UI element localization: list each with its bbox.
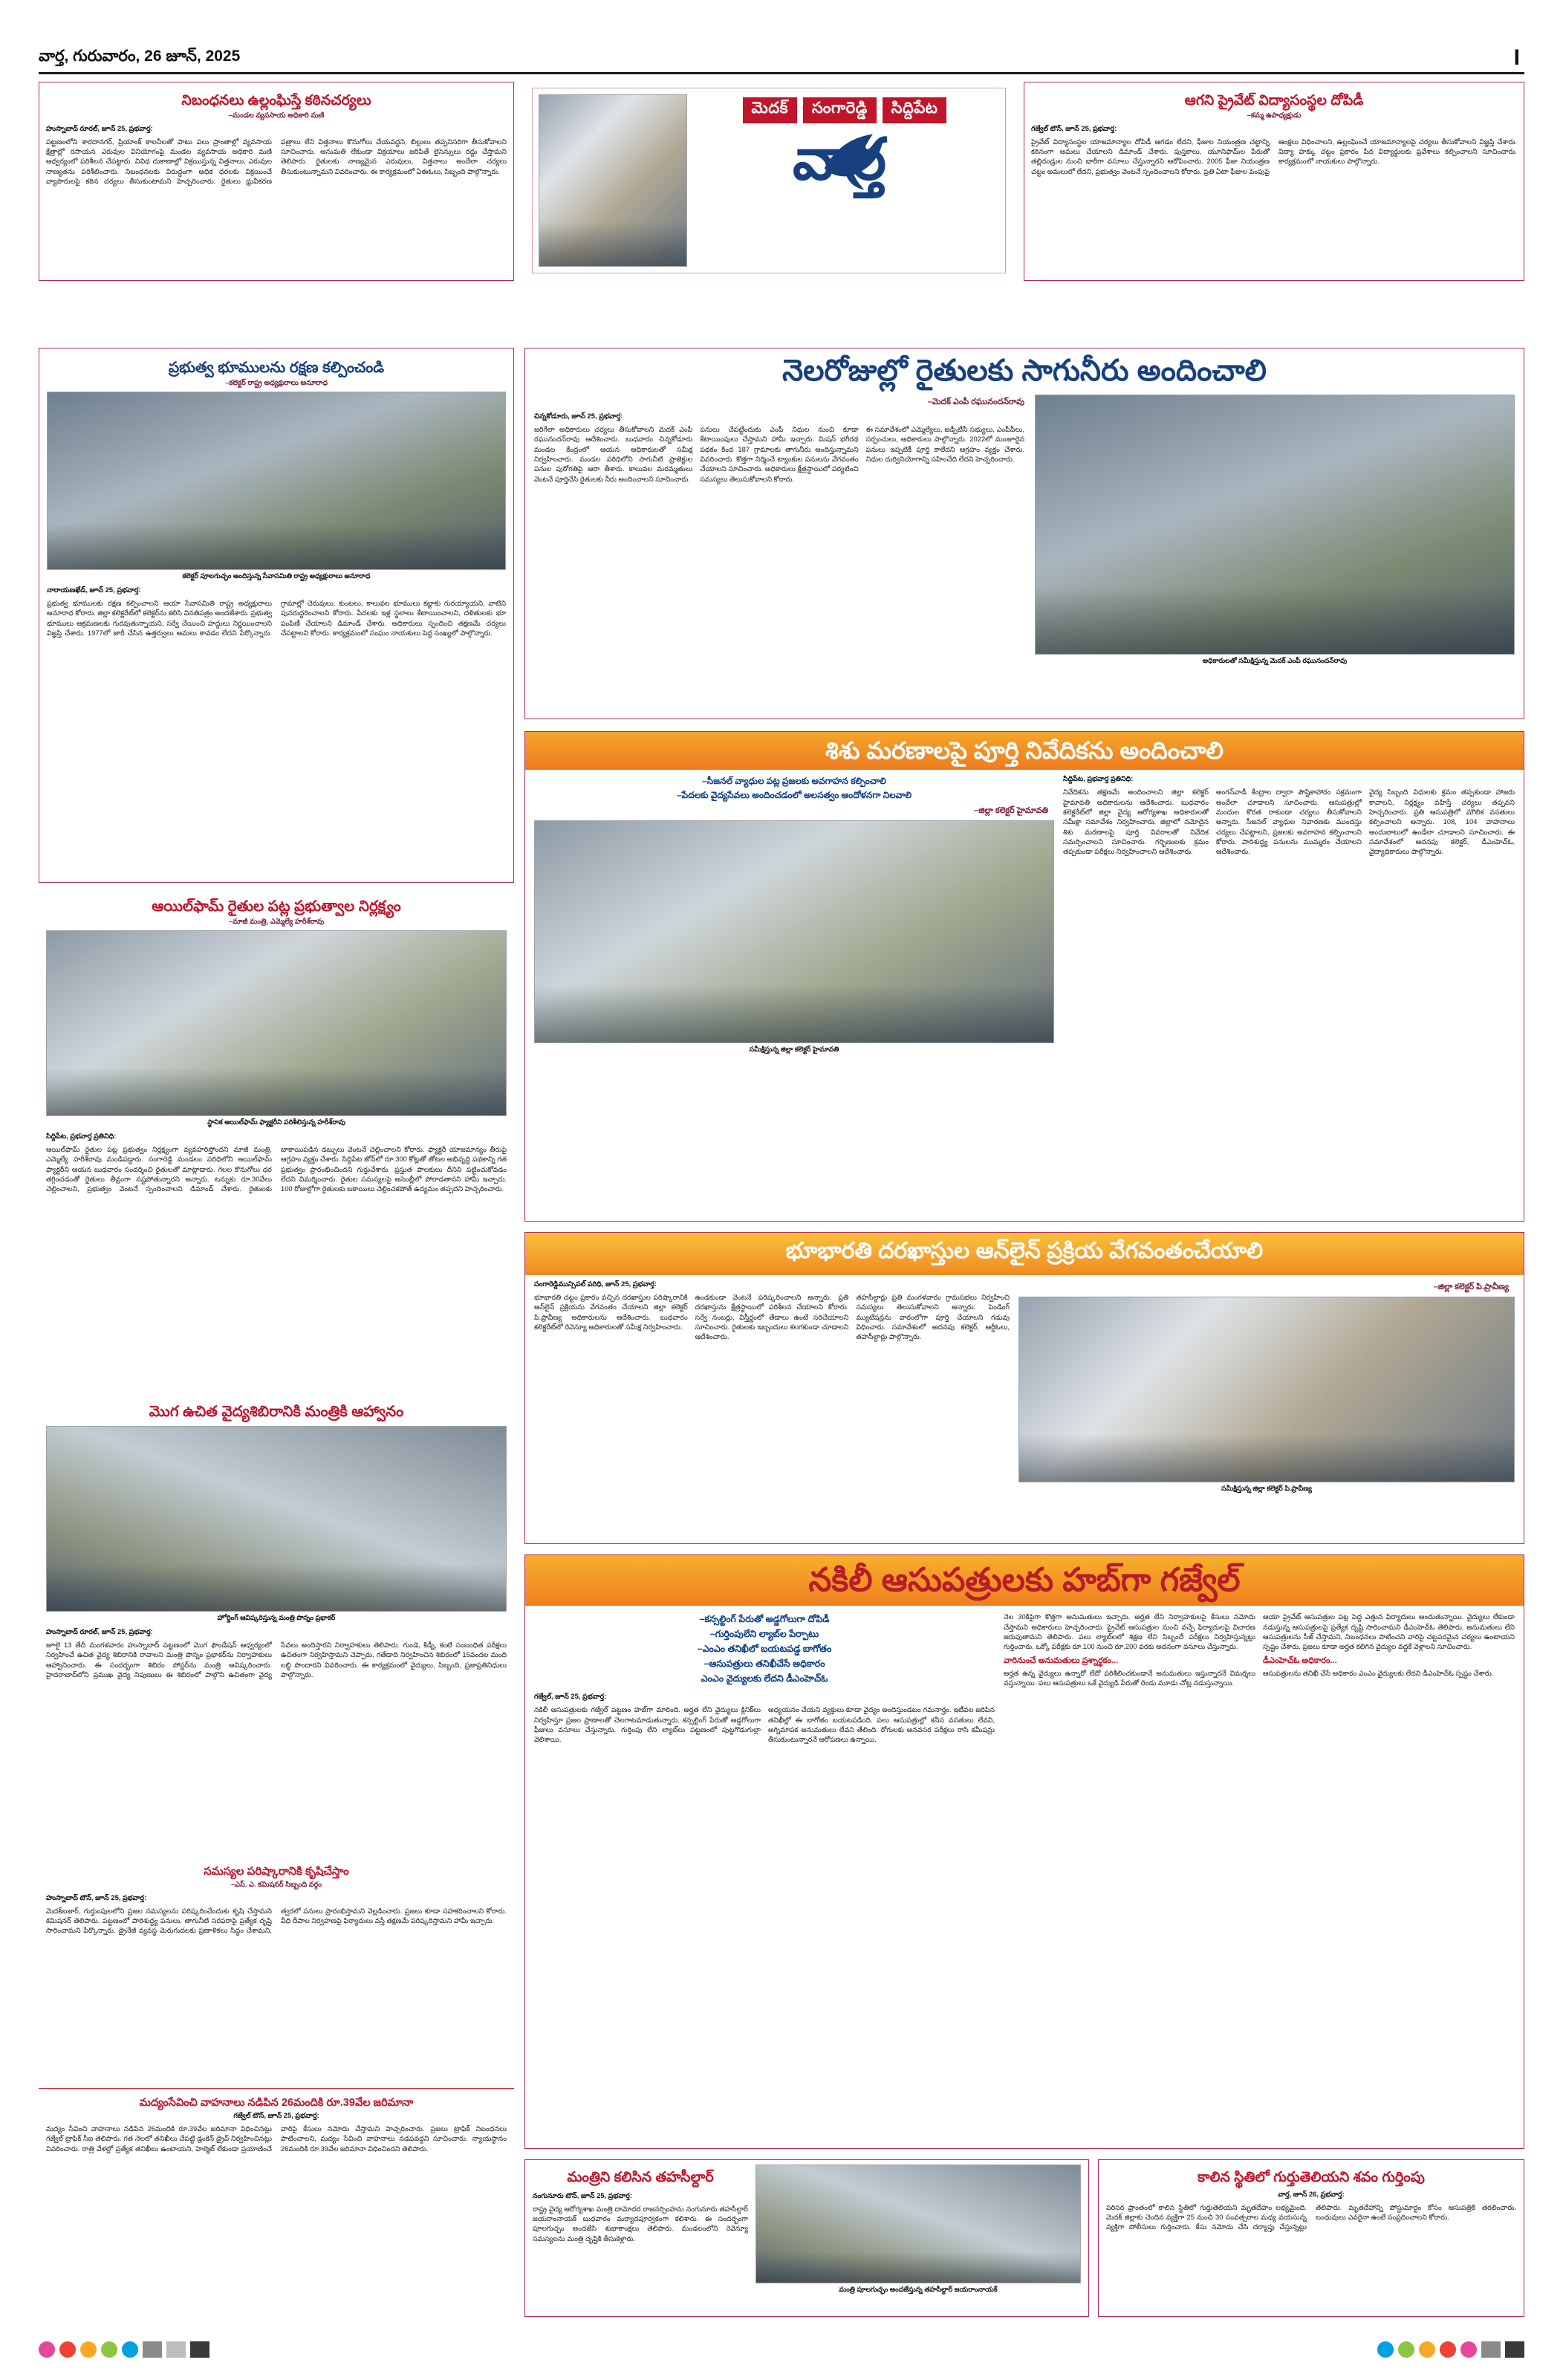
body-text: మద్యం సేవించి వాహనాలు నడిపిన 26మందికి రూ.39వేల జరిమానా విధించినట్లు గజ్వేల్ ట్రాఫిక్ సీఐ తెలిపారు. గత నెలలో తనిఖీలు చేపట్టి డ్రంకెన్ డ్రైవ్ నిర్వహించినట్లు వివరించారు. రాత్రి వేళల్లో ప్రత్యేక తనిఖీలు ఉంటాయని, హెల్మెట్ లేకుండా ప్రయాణించే వారిపై కేసులు నమోదు చేస్తామని హెచ్చరించారు. ప్రజలు ట్రాఫిక్ నిబంధనలు పాటించాలని, మద్యం సేవించి వాహనాలు నడపవద్దని సూచించారు. న్యాయస్థానం 26మందికి రూ.39వేల జరిమానా విధించిందని తెలిపారు. [46, 2124, 507, 2153]
photo-shade [539, 221, 686, 266]
photo-shade [47, 1068, 506, 1115]
dot-green [101, 2341, 117, 2358]
article-tahsildar-meets-minister [524, 2159, 1089, 2317]
bullet-3: –ఆసుపత్రులు తనిఖీచేసే అధికారం [703, 1658, 825, 1670]
body-text: ప్రభుత్వ భూములకు రక్షణ కల్పించాలని ఆయా సేవాసమితి రాష్ట్ర అధ్యక్షురాలు అనూరాధ కోరారు. జిల్లా కలెక్టరేట్‌లో కలెక్టర్‌ను కలిసి వినతిపత్రం అందజేశారు. ప్రభుత్వ భూములు ఆక్రమణలకు గురవుతున్నాయని, సర్వే చేయించి హద్దులు నిర్ణయించాలని విజ్ఞప్తి చేశారు. 1977లో జారీ చేసిన ఉత్తర్వులు అమలు కావడం లేదని పేర్కొన్నారు. గ్రామాల్లో చెరువులు, కుంటలు, కాలువల భూములు కబ్జాకు గురయ్యాయని, వాటిని పునరుద్ధరించాలని కోరారు. పేదలకు ఇళ్ల స్థలాలు కేటాయించాలని, దళితులకు భూ పంపిణీ చేయాలని డిమాండ్ చేశారు. అధికారులు స్పందించి తక్షణమే చర్యలు చేపట్టాలని కోరారు. కార్యక్రమంలో సంఘం నాయకులు పెద్ద సంఖ్యలో పాల్గొన్నారు. [47, 598, 506, 637]
article-unidentified-body [1098, 2159, 1524, 2317]
photo-caption: కలెక్టర్ పూలగుచ్ఛం అందిస్తున్న సేవాసమితి రాష్ట్ర అధ్యక్షురాలు అనూరాధ [182, 572, 371, 580]
body-col-1: నివేదికను తక్షణమే అందించాలని జిల్లా కలెక్టర్ హైమావతి అధికారులను ఆదేశించారు. బుధవారం కలెక్టరేట్‌లో జిల్లా వైద్య ఆరోగ్యశాఖ అధికారులతో సమీక్షా సమావేశం నిర్వహించారు. జిల్లాలో నమోదైన శిశు మరణాలపై పూర్తి వివరాలతో నివేదిక సమర్పించాలని సూచించారు. గర్భిణులకు క్రమం తప్పకుండా పరీక్షలు నిర్వహించాలని ఆదేశించారు. [1063, 788, 1209, 856]
headline: నిబంధనలు ఉల్లంఘిస్తే కఠినచర్యలు [181, 93, 371, 108]
dateline: సిద్దిపేట, ప్రభవార్త ప్రతినిధి: [46, 1131, 117, 1140]
dateline: హుస్నాబాద్ రూరల్, జూన్ 25, ప్రభవార్త: [46, 1627, 153, 1635]
square-lightgray [166, 2341, 186, 2358]
body-col-2: అంగన్‌వాడీ కేంద్రాల ద్వారా పౌష్టికాహారం సక్రమంగా అందేలా చూడాలని సూచించారు. ఆసుపత్రుల్లో మందుల కొరత రాకుండా చర్యలు తీసుకోవాలని అన్నారు. సీజనల్ వ్యాధుల నివారణకు ముందస్తు చర్యలు చేపట్టాలని, ప్రజలకు అవగాహన కల్పించాలని కోరారు. పారిశుద్ధ్య పనులను ముమ్మరం చేయాలని ఆదేశించారు. [1216, 788, 1362, 856]
credit: –మెదక్ ఎంపీ రఘునందన్‌రావు [927, 398, 1024, 406]
article-rules-violation [39, 82, 514, 281]
dot-cyan [1377, 2341, 1394, 2358]
dateline: సంగారెడ్డిమున్సిపల్ పరిధి, జూన్ 25, ప్రభవార్త: [534, 1280, 657, 1288]
dateline: హుస్నాబాద్ రూరల్, జూన్ 25, ప్రభవార్త: [46, 123, 153, 132]
square-gray [1481, 2341, 1501, 2358]
district-1: సంగారెడ్డి [803, 97, 877, 123]
body-col-3: నెల 30కిపైగా కొత్తగా అనుమతులు ఇచ్చారు. అర్హత లేని నిర్వాహకులపై కేసులు నమోదు చేస్తామని అధికారులు హెచ్చరించారు. ప్రైవేట్ ఆసుపత్రుల నుంచి వచ్చే ఫిర్యాదులపై విచారణ జరుపుతామని తెలిపారు. పలు ల్యాబ్‌లలో శిక్షణ లేని సిబ్బందే పరీక్షలు నిర్వహిస్తున్నట్లు గుర్తించారు. ఒక్కో పరీక్షకు రూ.100 నుంచి రూ.200 వరకు అదనంగా వసూలు చేస్తున్నారు. [1004, 1612, 1255, 1651]
subhead: –కమ్మ ఉపాధ్యక్షుడు [1247, 111, 1302, 120]
headline: నెలరోజుల్లో రైతులకు సాగునీరు అందించాలి [782, 354, 1267, 387]
sub-body-2: ఆసుపత్రులను తనిఖీ చేసే అధికారం ఎంఎం వైద్యులకు లేదని డీఎంహెచ్‌ఓ స్పష్టం చేశారు. [1263, 1668, 1494, 1677]
dateline: నంగునూరు టౌన్, జూన్ 25, ప్రభవార్త: [533, 2191, 632, 2199]
masthead-photo [539, 94, 687, 267]
article-land-protection [39, 348, 514, 883]
body-col-2: పనులు చేపట్టేందుకు ఎంపీ నిధుల నుంచి కూడా కేటాయింపులు చేస్తామని హామీ ఇచ్చారు. మిషన్ భగీరథ పథకం కింద 187 గ్రామాలకు తాగునీరు అందిస్తున్నామని వివరించారు. కొత్తగా నిర్మించే ట్యాంకుల పనులను వేగవంతం చేయాలని సూచించారు. అధికారులు క్షేత్రస్థాయిలో పర్యటించి సమస్యలు తెలుసుకోవాలని కోరారు. [700, 425, 859, 483]
article-fake-hospitals [524, 1554, 1524, 2149]
article-bhubharathi [524, 1232, 1524, 1544]
article-photo [47, 392, 506, 570]
sub-heading-2: డీఎంహెచ్‌ఓ అధికారం... [1263, 1656, 1337, 1665]
bullet-0: –కన్సల్టింగ్ పేరుతో అడ్డగోలుగా దోపిడీ [699, 1614, 830, 1625]
dot-cyan [122, 2341, 138, 2358]
dot-red [59, 2341, 76, 2358]
article-photo [46, 930, 507, 1116]
credit: –జిల్లా కలెక్టర్ పి.ప్రావీణ్య [1433, 1283, 1509, 1291]
article-photo [755, 2165, 1081, 2283]
dot-magenta [39, 2341, 55, 2358]
body-col-2: ఉండకుండా వెంటనే పరిష్కరించాలని అన్నారు. ప్రతి దరఖాస్తును క్షేత్రస్థాయిలో పరిశీలన చేయాలని కోరారు. సర్వే నంబర్లు, విస్తీర్ణంలో తేడాలు ఉంటే సరిచేయాలని సూచించారు. రైతులకు ఇబ్బందులు కలగకుండా చూడాలని ఆదేశించారు. [695, 1293, 849, 1341]
square-gray [143, 2341, 162, 2358]
body-text: జూలై 13 తేదీ మంగళవారం హుస్నాబాద్ పట్టణంలో మొగ ఫౌండేషన్ ఆధ్వర్యంలో నిర్వహించే ఉచిత వైద్య శిబిరానికి రావాలని మంత్రి పొన్నం ప్రభాకర్‌ను నిర్వాహకులు ఆహ్వానించారు. ఈ సందర్భంగా శిబిరం పోస్టర్‌ను మంత్రి ఆవిష్కరించారు. హైదరాబాద్‌లోని ప్రముఖ వైద్య నిపుణులు ఈ శిబిరంలో పాల్గొని ఉచితంగా వైద్య సేవలు అందిస్తారని నిర్వాహకులు తెలిపారు. గుండె, కిడ్నీ, కంటి సంబంధిత పరీక్షలు ఉచితంగా నిర్వహిస్తామని చెప్పారు. గతేడాది నిర్వహించిన శిబిరంలో 15వందల మంది లబ్ధి పొందారని వివరించారు. ఈ కార్యక్రమంలో వైద్యులు, సిబ్బంది, ప్రజాప్రతినిధులు పాల్గొన్నారు. [46, 1640, 507, 1679]
photo-caption: సమీక్షిస్తున్న జిల్లా కలెక్టర్ పి.ప్రావీణ్య [1221, 1485, 1312, 1492]
photo-caption: స్థానిక ఆయిల్‌ఫామ్ ఫ్యాక్టరీని పరిశీలిస్తున్న హరీశ్‌రావు [207, 1118, 345, 1126]
dateline: గజ్వేల్ టౌన్, జూన్ 25, ప్రభవార్త: [233, 2111, 319, 2120]
bullet-list [534, 1612, 995, 1686]
article-drunk-driving-fines [39, 2088, 514, 2296]
headline: మంత్రిని కలిసిన తహసీల్దార్ [567, 2170, 714, 2185]
district-list [689, 94, 1001, 126]
body-text: ఆయిల్‌ఫామ్ రైతుల పట్ల ప్రభుత్వం నిర్లక్ష్యంగా వ్యవహరిస్తోందని మాజీ మంత్రి, ఎమ్మెల్యే హరీశ్‌రావు మండిపడ్డారు. సంగారెడ్డి మండలం పరిధిలోని ఆయిల్‌ఫామ్ ఫ్యాక్టరీని ఆయన బుధవారం సందర్శించి రైతులతో మాట్లాడారు. గెలల కొనుగోలు ధర తగ్గించడంతో రైతులు తీవ్రంగా నష్టపోతున్నారని అన్నారు. టన్నుకు రూ.30వేలు చెల్లించాలని, ప్రభుత్వం వెంటనే స్పందించాలని డిమాండ్ చేశారు. రైతులకు బాకాయిపడిన డబ్బులు వెంటనే చెల్లించాలని కోరారు. ఫ్యాక్టరీ యాజమాన్యం తీరుపై ఆగ్రహం వ్యక్తం చేశారు. సిద్దిపేట జోన్‌లో రూ.300 కోట్లతో తోటల అభివృద్ధి పథకాన్ని గత ప్రభుత్వం ప్రారంభించిందని గుర్తుచేశారు. ప్రస్తుత పాలకులు దీనిని పట్టించుకోవడం లేదని విమర్శించారు. రైతుల సమస్యలపై అసెంబ్లీలో పోరాడతానని హామీ ఇచ్చారు. 100 రోజుల్లోగా రైతులకు బకాయిలు చెల్లించకపోతే ఉద్యమం తప్పదని హెచ్చరించారు. [46, 1144, 507, 1193]
dot-magenta [1460, 2341, 1477, 2358]
footer-dots-left [39, 2341, 209, 2358]
sub-body: అర్హత ఉన్న వైద్యులు ఉన్నారో లేదో పరిశీలించకుండానే అనుమతులు ఇస్తున్నారనే విమర్శలు వస్తున్నాయి. పలు ఆసుపత్రులు ఒకే వైద్యుడి పేరుతో రెండు మూడు చోట్ల నడుస్తున్నాయి. [1004, 1668, 1255, 1687]
dateline: వార్త, జూన్ 26, ప్రభవార్త: [1278, 2189, 1345, 2198]
headline: నకిలీ ఆసుపత్రులకు హబ్‌గా గజ్వేల్ [808, 1562, 1241, 1598]
dot-yellow [1419, 2341, 1435, 2358]
article-photo [1035, 395, 1515, 655]
photo-caption: సమీక్షిస్తున్న జిల్లా కలెక్టర్ హైమావతి [749, 1045, 839, 1053]
body-text: ప్రైవేట్ విద్యాసంస్థల యాజమాన్యాల దోపిడీ ఆగడం లేదని, ఫీజుల నియంత్రణ చట్టాన్ని కఠినంగా అమలు చేయాలని డిమాండ్ చేశారు. పుస్తకాలు, యూనిఫామ్‌ల పేరుతో తల్లిదండ్రుల నుంచి భారీగా వసూలు చేస్తున్నారని ఆరోపించారు. 2005 ఫీజు నియంత్రణ చట్టం అమలులో లేదని, ప్రభుత్వం వెంటనే స్పందించాలని కోరారు. ప్రతి ఏటా ఫీజుల పెంపుపై ఆంక్షలు విధించాలని, ఉల్లంఘించే యాజమాన్యాలపై చర్యలు తీసుకోవాలని విజ్ఞప్తి చేశారు. విద్యా హక్కు చట్టం ప్రకారం పేద విద్యార్థులకు ప్రవేశాలు కల్పించాలని సూచించారు. కార్యక్రమంలో నాయకులు పాల్గొన్నారు. [1031, 137, 1517, 175]
district-0: మెదక్ [743, 97, 798, 123]
headline: మద్యంసేవించి వాహనాలు నడిపిన 26మందికి రూ.39వేల జరిమానా [139, 2097, 414, 2109]
subhead: –ఎస్. ఎ. కమిషనర్ సిబ్బంది వర్గం [230, 1880, 322, 1889]
district-2: సిద్దిపేట [883, 97, 947, 123]
bullet-4: ఎంఎం వైద్యులకు లేదని డీఎంహెచ్‌ఓ [701, 1673, 828, 1685]
body-text: రాష్ట్ర వైద్య ఆరోగ్యశాఖ మంత్రి దామోదర రాజనర్సింహను నంగునూరు తహసీల్దార్ జయరాంనాయక్ బుధవారం మర్యాదపూర్వకంగా కలిశారు. ఈ సందర్భంగా పూలగుచ్ఛం అందజేసి శుభాకాంక్షలు తెలిపారు. మండలంలోని రెవెన్యూ సమస్యలను మంత్రి దృష్టికి తీసుకెళ్లారు. [533, 2204, 748, 2243]
photo-shade [535, 985, 1053, 1042]
subhead: –మాజీ మంత్రి, ఎమ్మెల్యే హరీశ్‌రావు [228, 918, 325, 926]
headline: శిశు మరణాలపై పూర్తి నివేదికను అందించాలి [525, 732, 1524, 770]
article-solve-problems [39, 1858, 514, 2081]
bullet-1: –గుర్తింపులేని ల్యాబ్‌ల పేర్పాటు [709, 1629, 819, 1640]
sub-heading: వారినుంచే అనుమతులు ప్రశ్నార్థకం... [1004, 1656, 1119, 1665]
credit: –జిల్లా కలెక్టర్ హైమావతి [974, 805, 1048, 815]
body-col-1: నకిలీ ఆసుపత్రులకు గజ్వేల్ పట్టణం హబ్‌గా మారింది. అర్హత లేని వైద్యులు క్లినిక్‌లు నిర్వహిస్తూ ప్రజల ప్రాణాలతో చెలగాటమాడుతున్నారు. కన్సల్టింగ్ పేరుతో అడ్డగోలుగా ఫీజులు వసూలు చేస్తున్నారు. గుర్తింపు లేని ల్యాబ్‌లు పట్టణంలో పుట్టగొడుగుల్లా వెలిశాయి. [534, 1705, 761, 1744]
photo-shade [48, 523, 505, 569]
article-photo [46, 1426, 507, 1612]
masthead-logo-block [532, 88, 1006, 273]
body-col-3: ఈ సమావేశంలో ఎమ్మెల్యేలు, జడ్పీటీసీ సభ్యులు, ఎంపీపీలు, సర్పంచులు, అధికారులు పాల్గొన్నారు. 2022లో మంజూరైన పనులు ఇప్పటికీ పూర్తి కాలేదని ఆగ్రహం వ్యక్తం చేశారు. నిధుల దుర్వినియోగాన్ని సహించేది లేదని హెచ్చరించారు. [865, 425, 1024, 464]
paper-title: వార్త [793, 126, 885, 192]
photo-shade [1036, 587, 1514, 654]
body-col-2: అధ్యయనం చేయని వ్యక్తులు కూడా వైద్యం అందిస్తుండటం గమనార్హం. ఇటీవల జరిపిన తనిఖీల్లో ఈ బాగోతం బయటపడింది. పలు ఆసుపత్రుల్లో కనీస వసతులు లేవని, అగ్నిమాపక అనుమతులు లేవని తేలింది. రోగులకు అనవసర పరీక్షలు రాసి కమీషన్లు తీసుకుంటున్నారనే ఆరోపణలు ఉన్నాయి. [768, 1705, 995, 1744]
subhead: –కలెక్టర్ రాష్ట్ర అధ్యక్షురాలు అనూరాధ [224, 379, 328, 387]
dateline: గజ్వేల్, జూన్ 25, ప్రభవార్త: [534, 1692, 607, 1701]
dateline: గజ్వేల్ టౌన్, జూన్ 25, ప్రభవార్త: [1031, 123, 1117, 132]
article-photo [534, 820, 1054, 1043]
headline: మొగ ఉచిత వైద్యశిబిరానికి మంత్రికి ఆహ్వానం [149, 1404, 404, 1420]
footer-registration-bar [39, 2341, 1524, 2361]
body-text: పరిసర ప్రాంతంలో కాలిన స్థితిలో గుర్తుతెలియని మృతదేహం లభ్యమైంది. మెదక్ జిల్లాకు చెందిన వ్యక్తిగా 25 నుంచి 30 సంవత్సరాల మధ్య వయసున్న వ్యక్తిగా పోలీసులు గుర్తించారు. కేసు నమోదు చేసి దర్యాప్తు చేస్తున్నట్లు తెలిపారు. మృతదేహాన్ని పోస్టుమార్టం కోసం ఆసుపత్రికి తరలించారు. బంధువులు ఎవరైనా ఉంటే సంప్రదించాలని కోరారు. [1106, 2202, 1516, 2231]
body-col-3: వైద్య సిబ్బంది విధులకు క్రమం తప్పకుండా హాజరు కావాలని, నిర్లక్ష్యం వహిస్తే చర్యలు తప్పవని హెచ్చరించారు. ప్రతి ఆసుపత్రిలో మౌలిక వసతులు కల్పించాలని అన్నారు. 108, 104 వాహనాలు అందుబాటులో ఉండేలా చూడాలని సూచించారు. ఈ సమావేశంలో అదనపు కలెక్టర్, డీఎంహెచ్‌ఓ, వైద్యాధికారులు పాల్గొన్నారు. [1369, 788, 1515, 856]
body-text: పట్టణంలోని శారదానగర్, ప్రియాంక్ కాలనీలతో పాటు పలు ప్రాంతాల్లో వ్యవసాయ క్షేత్రాల్లో రసాయన ఎరువుల వినియోగంపై మండల వ్యవసాయ అధికారి మణి ఆధ్వర్యంలో పరిశీలన చేపట్టారు. వివిధ దుకాణాల్లో విక్రయిస్తున్న విత్తనాలు, ఎరువుల నాణ్యతను పరిశీలించారు. నిబంధనలకు విరుద్ధంగా అధిక ధరలకు విక్రయించే వ్యాపారులపై కఠిన చర్యలు తీసుకుంటామని హెచ్చరించారు. రైతులు ధ్రువీకరణ పత్రాలు లేని విత్తనాలు కొనుగోలు చేయవద్దని, బిల్లులు తప్పనిసరిగా తీసుకోవాలని సూచించారు. అనుమతి లేకుండా విక్రయాలు జరిపితే లైసెన్సులు రద్దు చేస్తామని తెలిపారు. రైతులకు నాణ్యమైన ఎరువులు, విత్తనాలు అందేలా చర్యలు తీసుకుంటున్నామని వివరించారు. ఈ కార్యక్రమంలో ఏఈఓలు, సిబ్బంది పాల్గొన్నారు. [46, 137, 507, 186]
square-black [1505, 2341, 1524, 2358]
body-col-3: తహసీల్దార్లు ప్రతి మంగళవారం గ్రామసభలు నిర్వహించి సమస్యలు తెలుసుకోవాలని అన్నారు. పెండింగ్ మ్యుటేషన్లను వారంలోగా పూర్తి చేయాలని గడువు విధించారు. సమావేశంలో అదనపు కలెక్టర్, ఆర్డీఓలు, తహసీల్దార్లు పాల్గొన్నారు. [856, 1293, 1010, 1341]
dot-red [1440, 2341, 1456, 2358]
photo-caption: హోర్డింగ్ ఆవిష్కరిస్తున్న మంత్రి పొన్నం ప్రభాకర్ [217, 1614, 336, 1621]
article-oil-palm [39, 889, 514, 1388]
article-irrigation-lead [524, 348, 1524, 719]
article-moga-medical-camp [39, 1394, 514, 1855]
body-col-1: జరిగేలా అధికారులు చర్యలు తీసుకోవాలని మెదక్ ఎంపీ రఘునందన్‌రావు ఆదేశించారు. బుధవారం చిన్నకోడూరు మండల కేంద్రంలో ఆయన అధికారులతో సమీక్ష నిర్వహించారు. మండల పరిధిలోని సాగునీటి ప్రాజెక్టుల పనుల పురోగతిపై ఆరా తీశారు. కాలువల మరమ్మతులు వెంటనే పూర్తిచేసి రైతులకు నీరు అందించాలని సూచించారు. [534, 425, 693, 483]
photo-caption: అధికారులతో సమీక్షిస్తున్న మెదక్ ఎంపీ రఘునందన్‌రావు [1202, 657, 1348, 664]
photo-shade [1019, 1434, 1514, 1482]
photo-caption: మంత్రి పూలగుచ్ఛం అందజేస్తున్న తహసీల్దార్ జయరాంనాయక్ [839, 2286, 998, 2293]
body-col-1: భూభారతి చట్టం ప్రకారం వచ్చిన దరఖాస్తుల పరిష్కారానికి ఆన్‌లైన్ ప్రక్రియను వేగవంతం చేయాలని జిల్లా కలెక్టర్ పి.ప్రావీణ్య అధికారులను ఆదేశించారు. బుధవారం కలెక్టరేట్‌లో రెవెన్యూ అధికారులతో సమీక్ష నిర్వహించారు. [534, 1293, 688, 1332]
headline: ప్రభుత్వ భూములను రక్షణ కల్పించండి [168, 360, 385, 376]
article-photo [1018, 1297, 1515, 1482]
dateline: చిన్నకోడూరు, జూన్ 25, ప్రభవార్త: [534, 412, 623, 420]
masthead-topbar [39, 45, 1524, 74]
dot-yellow [80, 2341, 97, 2358]
photo-shade [47, 1563, 506, 1611]
headline: ఆగని ప్రైవేట్ విద్యాసంస్థల దోపిడీ [1184, 93, 1364, 108]
headline: కాలిన స్థితిలో గుర్తుతెలియని శవం గుర్తింపు [1198, 2170, 1425, 2185]
bullet-1: –పేదలకు వైద్యసేవలు అందించడంలో అలసత్వం ఆందోళనగా నిలవాలి [676, 790, 912, 801]
subhead: –మండల వ్యవసాయ అధికారి మణి [228, 111, 325, 120]
bullet-2: –ఎంఎం తనిఖీలో బయటపడ్డ బాగోతం [697, 1644, 832, 1655]
article-infant-deaths [524, 731, 1524, 1222]
body-text: మెదక్‌బజార్, గుర్తుంపులలోని ప్రజల సమస్యలను పరిష్కరించేందుకు కృషి చేస్తామని కమిషనర్ తెలిపారు. పట్టణంలో పారిశుద్ధ్య పనులు, తాగునీటి సరఫరాపై ప్రత్యేక దృష్టి సారించామని పేర్కొన్నారు. డ్రైనేజీ వ్యవస్థ మెరుగుదలకు ప్రణాళికలు సిద్ధం చేశామని, త్వరలో పనులు ప్రారంభిస్తామని వెల్లడించారు. ప్రజలు కూడా సహకరించాలని కోరారు. వీధి దీపాల నిర్వహణపై ఫిర్యాదులు వస్తే తక్షణమే పరిష్కరిస్తామని హామీ ఇచ్చారు. [46, 1906, 507, 1935]
dateline: సిద్దిపేట, ప్రభవార్త ప్రతినిధి: [1063, 774, 1134, 783]
square-black [190, 2341, 209, 2358]
footer-dots-right [1377, 2341, 1524, 2358]
headline: ఆయిల్‌ఫామ్ రైతుల పట్ల ప్రభుత్వాల నిర్లక్ష్యం [152, 898, 401, 915]
bullet-0: –సీజనల్ వ్యాధుల పట్ల ప్రజలకు అవగాహన కల్పించాలి [702, 776, 886, 787]
headline: సమస్యల పరిష్కారానికి కృషిచేస్తాం [204, 1865, 349, 1878]
headline: భూభారతి దరఖాస్తుల ఆన్‌లైన్ ప్రక్రియ వేగవంతంచేయాలి [525, 1233, 1524, 1275]
photo-shade [756, 2252, 1080, 2283]
page-number: I [1513, 45, 1520, 70]
dateline: హుస్నాబాద్ టౌన్, జూన్ 25, ప్రభవార్త: [46, 1893, 147, 1901]
masthead-dateline: వార్త, గురువారం, 26 జూన్, 2025 [39, 48, 241, 65]
body-col-4: ఆయా ప్రైవేట్ ఆసుపత్రుల పట్ల పెద్ద ఎత్తున ఫిర్యాదులు అందుతున్నాయి. వైద్యులు లేకుండా నడుస్తున్న ఆసుపత్రులపై ప్రత్యేక దృష్టి సారించామని డీఎంహెచ్‌ఓ తెలిపారు. అనుమతులు లేని ఆసుపత్రులను సీజ్ చేస్తామని, నిబంధనలు పాటించని వారిపై చట్టపరమైన చర్యలు ఉంటాయని స్పష్టం చేశారు. ప్రజలు కూడా అర్హత కలిగిన వైద్యుల వద్దకే వెళ్లాలని సూచించారు. [1263, 1612, 1515, 1651]
dot-green [1398, 2341, 1414, 2358]
dateline: నారాయణఖేడ్, జూన్ 25, ప్రభవార్త: [47, 585, 141, 594]
article-private-schools [1024, 82, 1524, 281]
